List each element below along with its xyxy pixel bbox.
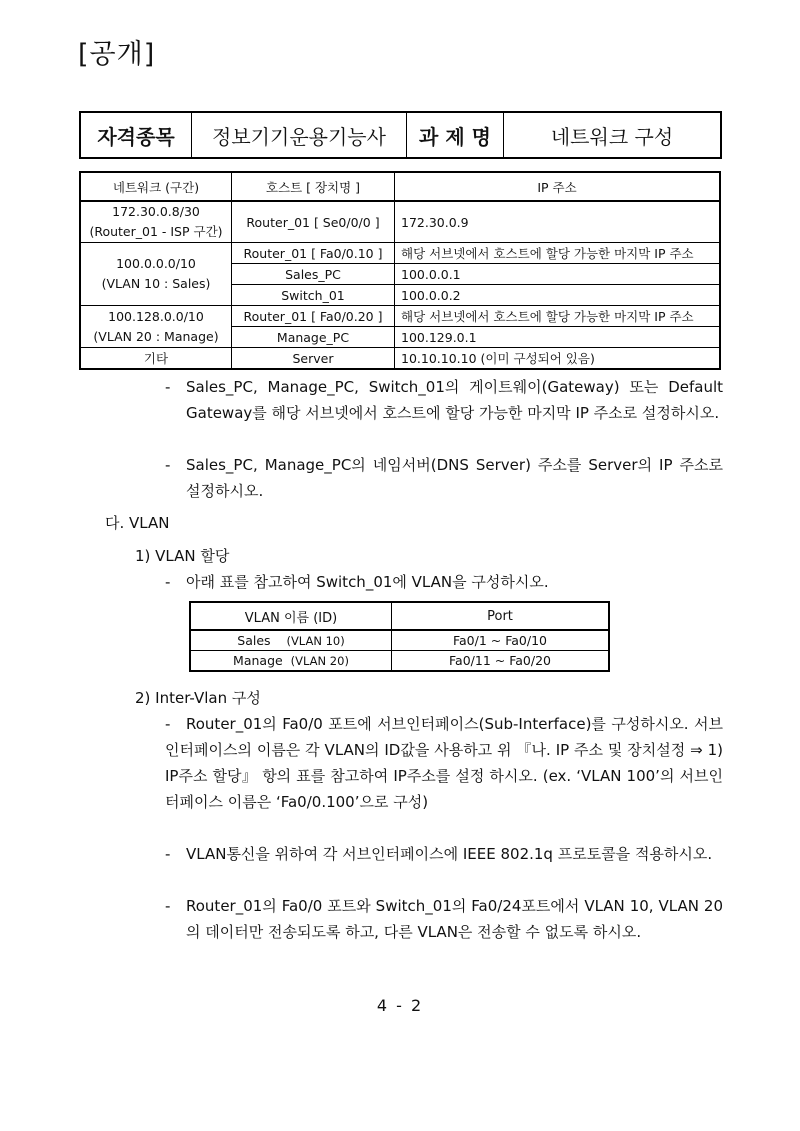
vlan-name-cell: [190, 630, 392, 651]
vlan-id: (VLAN 10): [286, 634, 345, 648]
vlan-table: [189, 601, 610, 672]
network-address: 100.128.0.0/10: [108, 308, 204, 324]
subject-value: 네트워크 구성: [504, 112, 722, 158]
ip-cell: 10.10.10.10 (이미 구성되어 있음): [395, 348, 721, 370]
bullet-text: Sales_PC, Manage_PC, Switch_01의 게이트웨이(Gateway) 또는 Default Gateway를 해당 서브넷에서 호스트에 할당 가능한 마지막 IP 주소로 설정하시오.: [186, 378, 723, 422]
qualification-value: 정보기기운용기능사: [192, 112, 407, 158]
network-address: 172.30.0.8/30: [112, 204, 200, 219]
table-header-row: [190, 602, 609, 630]
bullet-dash: -: [165, 456, 171, 474]
table-header-row: [80, 172, 720, 201]
host-cell: Sales_PC: [232, 264, 395, 285]
table-row: [80, 243, 720, 264]
network-description: (Router_01 - ISP 구간): [89, 224, 223, 239]
port-cell: Fa0/11 ~ Fa0/20: [392, 651, 610, 672]
vlan-name: Manage: [233, 653, 283, 668]
ip-cell: 172.30.0.9: [395, 201, 721, 243]
network-description: (VLAN 20 : Manage): [93, 328, 219, 344]
ip-address-table: [79, 171, 721, 370]
vlan-name-cell: [190, 651, 392, 672]
bullet-text: VLAN통신을 위하여 각 서브인터페이스에 IEEE 802.1q 프로토콜을 적용하시오.: [186, 845, 713, 863]
host-cell: Server: [232, 348, 395, 370]
vlan-name: Sales: [237, 633, 271, 648]
ip-cell: 해당 서브넷에서 호스트에 할당 가능한 마지막 IP 주소: [395, 306, 721, 327]
ip-cell: 100.129.0.1: [395, 327, 721, 348]
port-cell: Fa0/1 ~ Fa0/10: [392, 630, 610, 651]
column-header: Port: [392, 602, 610, 630]
qualification-label: 자격종목: [80, 112, 192, 158]
network-cell: [80, 243, 232, 306]
bullet-text: 아래 표를 참고하여 Switch_01에 VLAN을 구성하시오.: [186, 573, 549, 591]
ip-cell: 해당 서브넷에서 호스트에 할당 가능한 마지막 IP 주소: [395, 243, 721, 264]
network-cell: [80, 201, 232, 243]
bullet-dash: -: [165, 378, 171, 396]
table-row: [80, 348, 720, 370]
ip-cell: 100.0.0.1: [395, 264, 721, 285]
network-address: 100.0.0.0/10: [116, 256, 196, 271]
host-cell: Router_01 [ Se0/0/0 ]: [232, 201, 395, 243]
table-row: [80, 306, 720, 327]
host-cell: Router_01 [ Fa0/0.10 ]: [232, 243, 395, 264]
ip-cell: 100.0.0.2: [395, 285, 721, 306]
column-header: VLAN 이름 (ID): [190, 602, 392, 630]
host-cell: Switch_01: [232, 285, 395, 306]
column-header: IP 주소: [395, 172, 721, 201]
vlan-id: (VLAN 20): [290, 654, 349, 668]
subsection-vlan-assignment: 1) VLAN 할당: [135, 547, 230, 565]
section-heading-vlan: 다. VLAN: [105, 514, 170, 532]
public-badge: [공개]: [78, 39, 156, 70]
network-description: (VLAN 10 : Sales): [101, 276, 211, 291]
host-cell: Manage_PC: [232, 327, 395, 348]
page-number: 4 - 2: [376, 996, 424, 1015]
bullet-dash: -: [165, 573, 171, 591]
column-header: 네트워크 (구간): [80, 172, 232, 201]
network-cell: 기타: [80, 348, 232, 370]
subsection-inter-vlan: 2) Inter-Vlan 구성: [135, 689, 261, 707]
exam-info-table: [79, 111, 722, 159]
table-row: [80, 201, 720, 243]
subject-label: 과 제 명: [407, 112, 504, 158]
host-cell: Router_01 [ Fa0/0.20 ]: [232, 306, 395, 327]
network-cell: [80, 306, 232, 348]
bullet-dash: -: [165, 845, 171, 863]
table-row: [190, 630, 609, 651]
bullet-dash: -: [165, 715, 171, 733]
bullet-text: Router_01의 Fa0/0 포트와 Switch_01의 Fa0/24포트에서 VLAN 10, VLAN 20의 데이터만 전송되도록 하고, 다른 VLAN은 전송할 수 없도록 하시오.: [186, 897, 723, 941]
bullet-dash: -: [165, 897, 171, 915]
bullet-text: Sales_PC, Manage_PC의 네임서버(DNS Server) 주소를 Server의 IP 주소로 설정하시오.: [186, 456, 723, 500]
table-row: [190, 651, 609, 672]
column-header: 호스트 [ 장치명 ]: [232, 172, 395, 201]
bullet-text: Router_01의 Fa0/0 포트에 서브인터페이스(Sub-Interface)를 구성하시오. 서브인터페이스의 이름은 각 VLAN의 ID값을 사용하고 위 『나. IP 주소 및 장치설정 ⇒ 1) IP주소 할당』 항의 표를 참고하여 IP주소를 설정 하시오. (ex. ‘VLAN 100’의 서브인터페이스 이름은 ‘Fa0/0.100’으로 구성): [165, 715, 723, 811]
